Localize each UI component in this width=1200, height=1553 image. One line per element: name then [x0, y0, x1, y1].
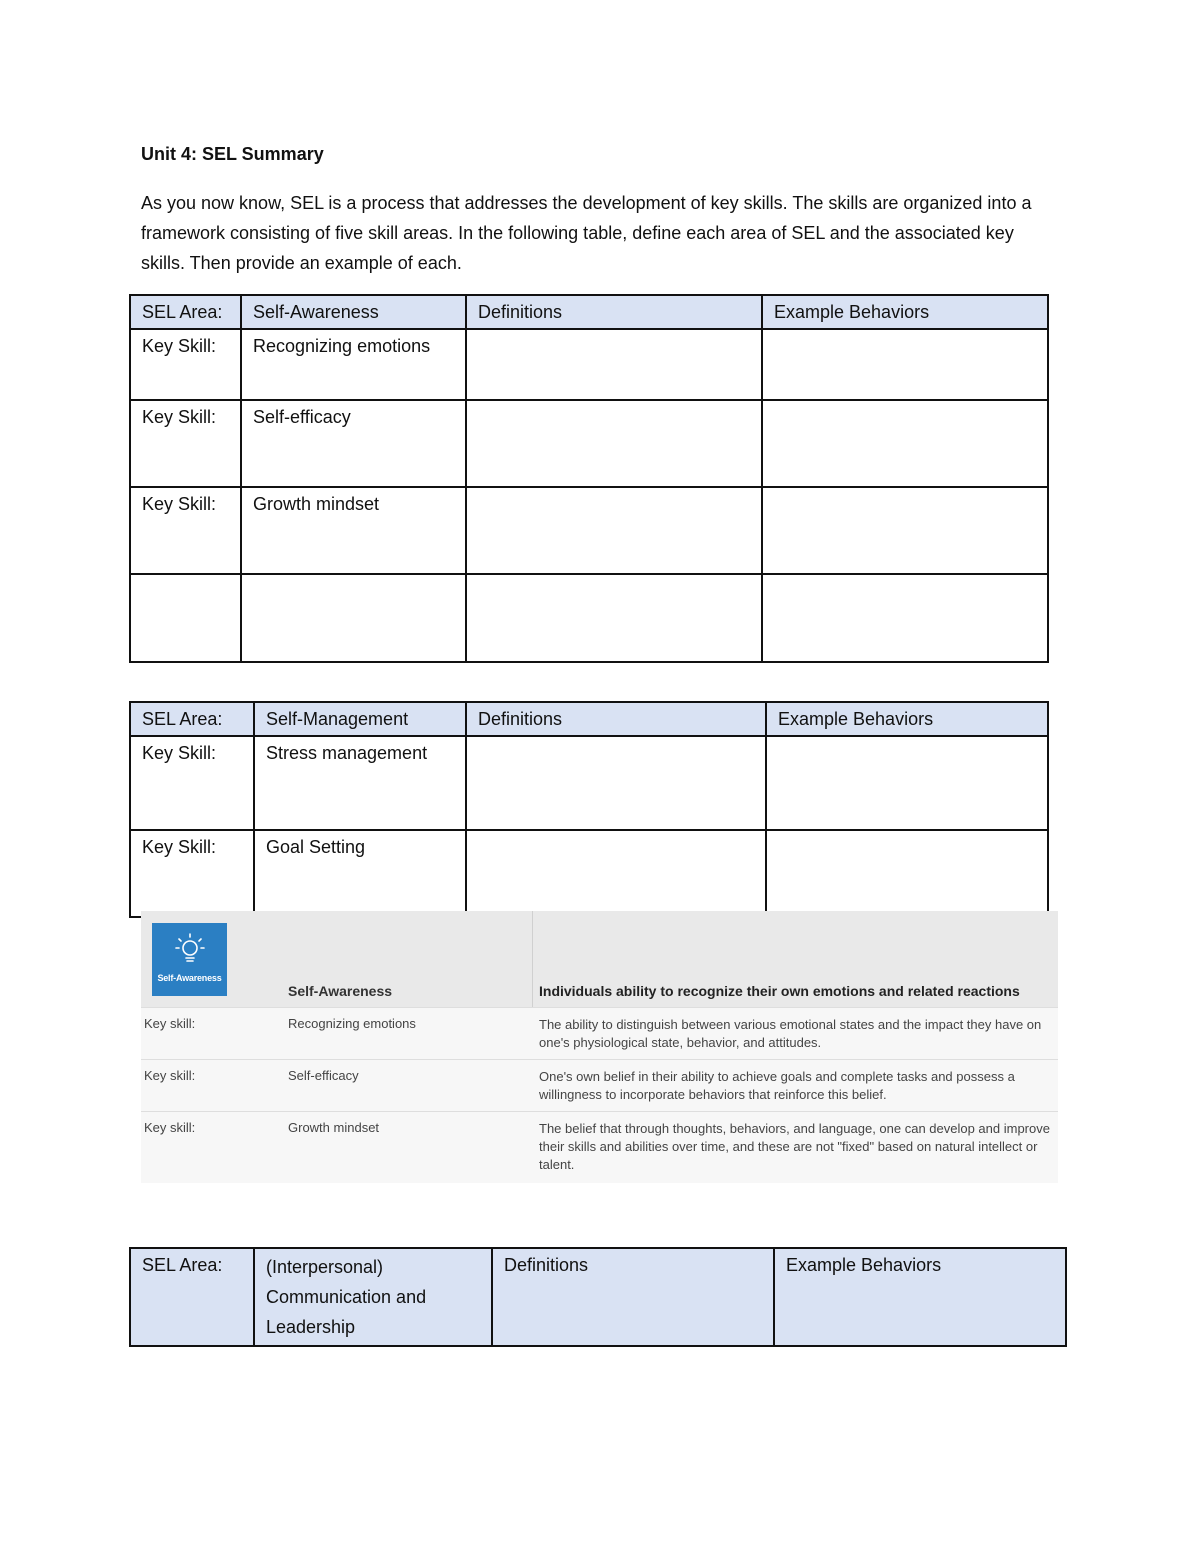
definition-cell[interactable]	[466, 736, 766, 830]
key-skill-label[interactable]	[130, 574, 241, 662]
page-title: Unit 4: SEL Summary	[141, 144, 324, 164]
sel-area-label: SEL Area:	[130, 702, 254, 736]
reference-skill-definition: The belief that through thoughts, behaviors, and language, one can develop and improve their skills and abilities over time, and these are not "fixed" based on natural intellect or talent.	[539, 1121, 1050, 1172]
reference-row	[141, 1059, 1058, 1112]
example-cell[interactable]	[762, 487, 1048, 574]
definitions-header: Definitions	[466, 295, 762, 329]
definitions-header: Definitions	[492, 1248, 774, 1346]
definition-cell[interactable]	[466, 329, 762, 400]
key-skill-label: Key Skill:	[130, 487, 241, 574]
reference-row	[141, 1111, 1058, 1183]
self-awareness-reference-image	[141, 911, 1058, 1182]
sel-area-name: (Interpersonal) Communication and Leadership	[254, 1248, 492, 1346]
key-skill-name: Goal Setting	[254, 830, 466, 917]
key-skill-label: Key Skill:	[130, 400, 241, 487]
definitions-header: Definitions	[466, 702, 766, 736]
example-cell[interactable]	[762, 574, 1048, 662]
table-row	[130, 329, 1048, 400]
key-skill-name: Recognizing emotions	[241, 329, 466, 400]
reference-area-definition: Individuals ability to recognize their own emotions and related reactions	[539, 983, 1020, 999]
key-skill-name: Self-efficacy	[241, 400, 466, 487]
table-header-row	[130, 1248, 1066, 1346]
self-management-table	[129, 701, 1049, 918]
key-skill-label: Key Skill:	[130, 830, 254, 917]
table-row	[130, 400, 1048, 487]
key-skill-label: Key Skill:	[130, 329, 241, 400]
table-header-row	[130, 295, 1048, 329]
reference-key-skill-label: Key skill:	[144, 1068, 196, 1083]
communication-leadership-table	[129, 1247, 1067, 1347]
definition-cell[interactable]	[466, 400, 762, 487]
reference-skill-definition: One's own belief in their ability to achieve goals and complete tasks and possess a willingness to incorporate behaviors that reinforce this belief.	[539, 1069, 1015, 1102]
key-skill-name: Growth mindset	[241, 487, 466, 574]
table-row	[130, 487, 1048, 574]
sel-area-name: Self-Awareness	[241, 295, 466, 329]
definition-cell[interactable]	[466, 574, 762, 662]
key-skill-name[interactable]	[241, 574, 466, 662]
sel-area-label: SEL Area:	[130, 295, 241, 329]
self-awareness-logo	[152, 923, 227, 996]
definition-cell[interactable]	[466, 830, 766, 917]
definition-cell[interactable]	[466, 487, 762, 574]
sel-area-name: Self-Management	[254, 702, 466, 736]
reference-key-skill-label: Key skill:	[144, 1016, 196, 1031]
key-skill-label: Key Skill:	[130, 736, 254, 830]
example-behaviors-header: Example Behaviors	[762, 295, 1048, 329]
reference-skill-name: Growth mindset	[288, 1120, 380, 1135]
example-cell[interactable]	[766, 736, 1048, 830]
reference-key-skill-label: Key skill:	[144, 1120, 196, 1135]
self-awareness-table	[129, 294, 1049, 663]
example-cell[interactable]	[762, 400, 1048, 487]
lightbulb-icon	[174, 931, 206, 969]
logo-text: Self-Awareness	[157, 973, 222, 983]
reference-skill-name: Recognizing emotions	[288, 1016, 416, 1031]
example-behaviors-header: Example Behaviors	[766, 702, 1048, 736]
example-behaviors-header: Example Behaviors	[774, 1248, 1066, 1346]
table-header-row	[130, 702, 1048, 736]
sel-area-label: SEL Area:	[130, 1248, 254, 1346]
table-row	[130, 830, 1048, 917]
example-cell[interactable]	[766, 830, 1048, 917]
reference-skill-name: Self-efficacy	[288, 1068, 359, 1083]
table-row	[130, 736, 1048, 830]
table-row	[130, 574, 1048, 662]
key-skill-name: Stress management	[254, 736, 466, 830]
reference-skill-definition: The ability to distinguish between various emotional states and the impact they have on one's physiological state, behavior, and attitudes.	[539, 1017, 1042, 1050]
intro-paragraph: As you now know, SEL is a process that addresses the development of key skills. The skills are organized into a framework consisting of five skill areas. In the following table, define each area of SEL and the associated key skills. Then provide an example of each.	[141, 193, 1032, 273]
reference-area-name: Self-Awareness	[288, 983, 393, 999]
reference-row	[141, 1007, 1058, 1060]
example-cell[interactable]	[762, 329, 1048, 400]
